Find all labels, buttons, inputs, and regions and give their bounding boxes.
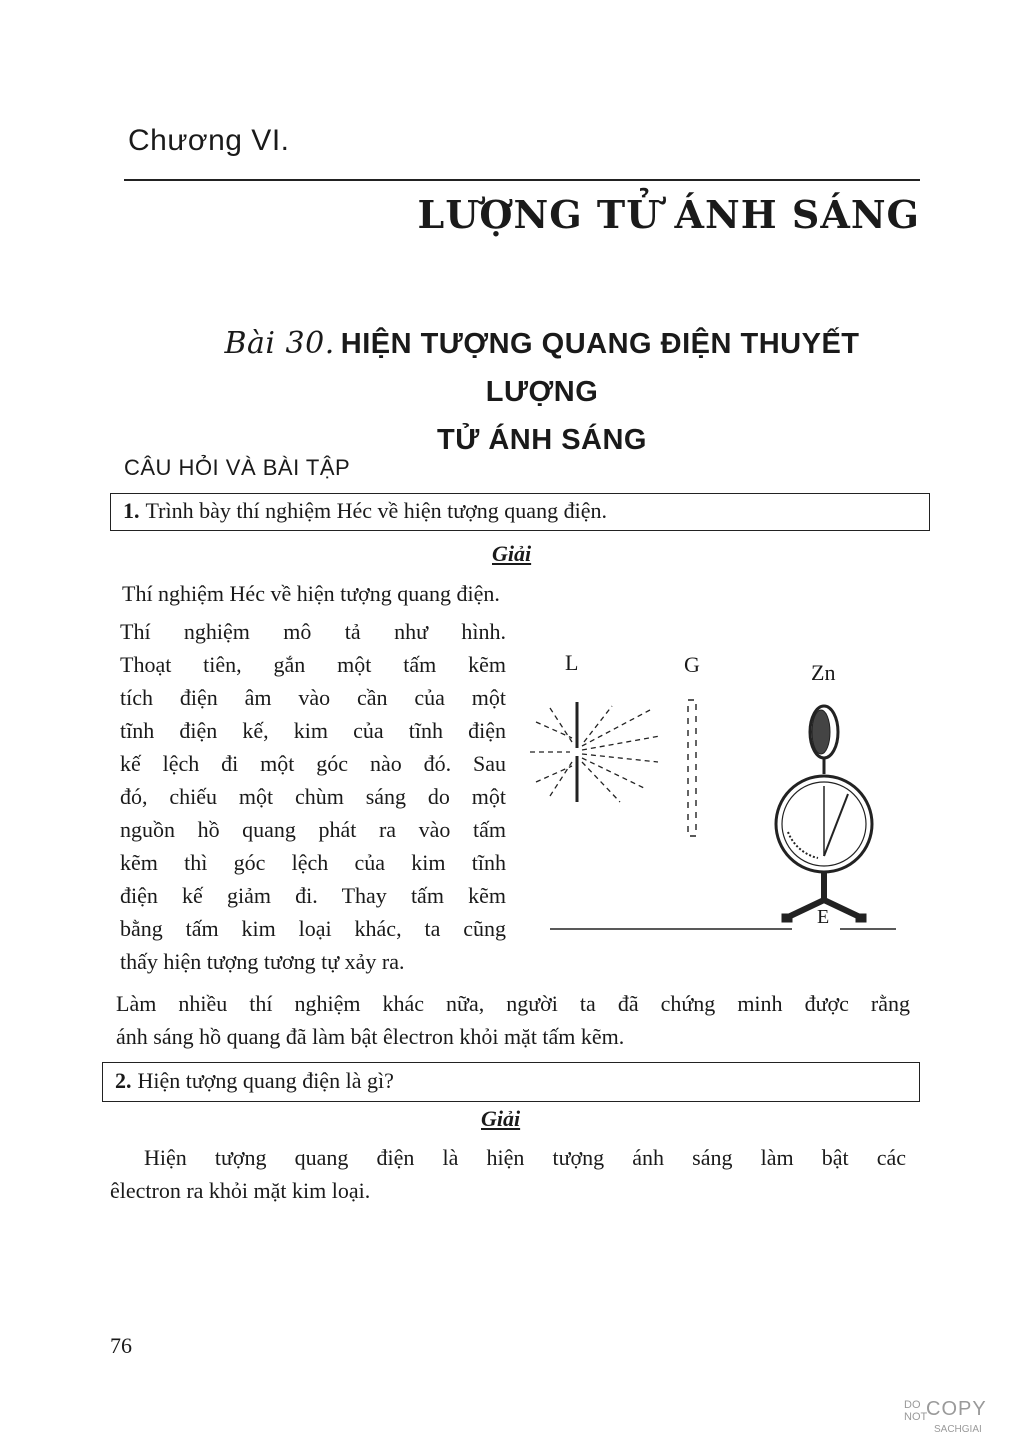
conclusion-line: ánh sáng hồ quang đã làm bật êlectron khỏi mặt tấm kẽm. — [116, 1024, 625, 1049]
lesson-title-text-1: HIỆN TƯỢNG QUANG ĐIỆN THUYẾT LƯỢNG — [340, 328, 860, 408]
description-line: đó, chiếu một chùm sáng do một — [120, 784, 506, 809]
description-line: Thí nghiệm mô tả như hình. — [120, 619, 506, 644]
description-line: bằng tấm kim loại khác, ta cũng — [120, 916, 506, 941]
lesson-title-line-1 — [172, 320, 912, 416]
solution-label-2: Giải — [481, 1106, 521, 1131]
chapter-title: LƯỢNG TỬ ÁNH SÁNG — [417, 192, 920, 237]
glass-plate-illustration — [688, 700, 696, 836]
description-line: tích điện âm vào cần của một — [120, 685, 506, 710]
answer-2 — [110, 1141, 906, 1207]
question-2-box — [102, 1062, 920, 1102]
answer-1-description — [120, 615, 506, 978]
lesson-prefix: Bài 30. — [224, 326, 335, 361]
watermark-not: NOT — [904, 1411, 928, 1423]
chapter-divider — [124, 179, 920, 181]
description-line: kẽm thì góc lệch của kim tĩnh — [120, 850, 506, 875]
section-heading: CÂU HỎI VÀ BÀI TẬP — [124, 455, 351, 480]
lesson-title — [172, 320, 912, 464]
description-line: thấy hiện tượng tương tự xảy ra. — [120, 949, 405, 974]
figure-label-electroscope: E — [817, 906, 830, 928]
figure-label-zinc: Zn — [811, 660, 836, 685]
description-line: nguồn hồ quang phát ra vào tấm — [120, 817, 506, 842]
question-1-number: 1. — [123, 498, 140, 523]
chapter-label: Chương VI. — [128, 124, 290, 157]
solution-label-1: Giải — [492, 541, 532, 566]
electroscope-illustration — [776, 706, 872, 922]
question-2-number: 2. — [115, 1068, 132, 1093]
description-line: điện kế giảm đi. Thay tấm kẽm — [120, 883, 506, 908]
watermark-do: DO — [904, 1399, 921, 1411]
arc-lamp-illustration — [530, 702, 660, 802]
answer-2-line: êlectron ra khỏi mặt kim loại. — [110, 1178, 371, 1203]
answer-2-line: Hiện tượng quang điện là hiện tượng ánh sáng làm bật các — [144, 1145, 906, 1170]
description-line: kế lệch đi một góc nào đó. Sau — [120, 751, 506, 776]
watermark-logo — [904, 1398, 1008, 1442]
watermark-copy: COPY — [926, 1398, 987, 1420]
description-line: Thoạt tiên, gắn một tấm kẽm — [120, 652, 506, 677]
watermark-site: SACHGIAI — [934, 1424, 982, 1435]
conclusion-line: Làm nhiều thí nghiệm khác nữa, người ta đã chứng minh được rằng — [116, 991, 910, 1016]
lesson-title-line-2: TỬ ÁNH SÁNG — [436, 424, 647, 456]
question-1-text: Trình bày thí nghiệm Héc về hiện tượng quang điện. — [145, 498, 607, 523]
photoelectric-experiment-figure — [520, 680, 900, 940]
answer-1-conclusion — [116, 987, 910, 1053]
description-line: tĩnh điện kế, kim của tĩnh điện — [120, 718, 506, 743]
page-number: 76 — [110, 1333, 132, 1358]
figure-label-glass: G — [684, 652, 700, 677]
answer-1-intro: Thí nghiệm Héc về hiện tượng quang điện. — [122, 581, 500, 606]
question-2-text: Hiện tượng quang điện là gì? — [137, 1068, 394, 1093]
question-1-box — [110, 493, 930, 531]
figure-label-lamp: L — [565, 650, 579, 675]
